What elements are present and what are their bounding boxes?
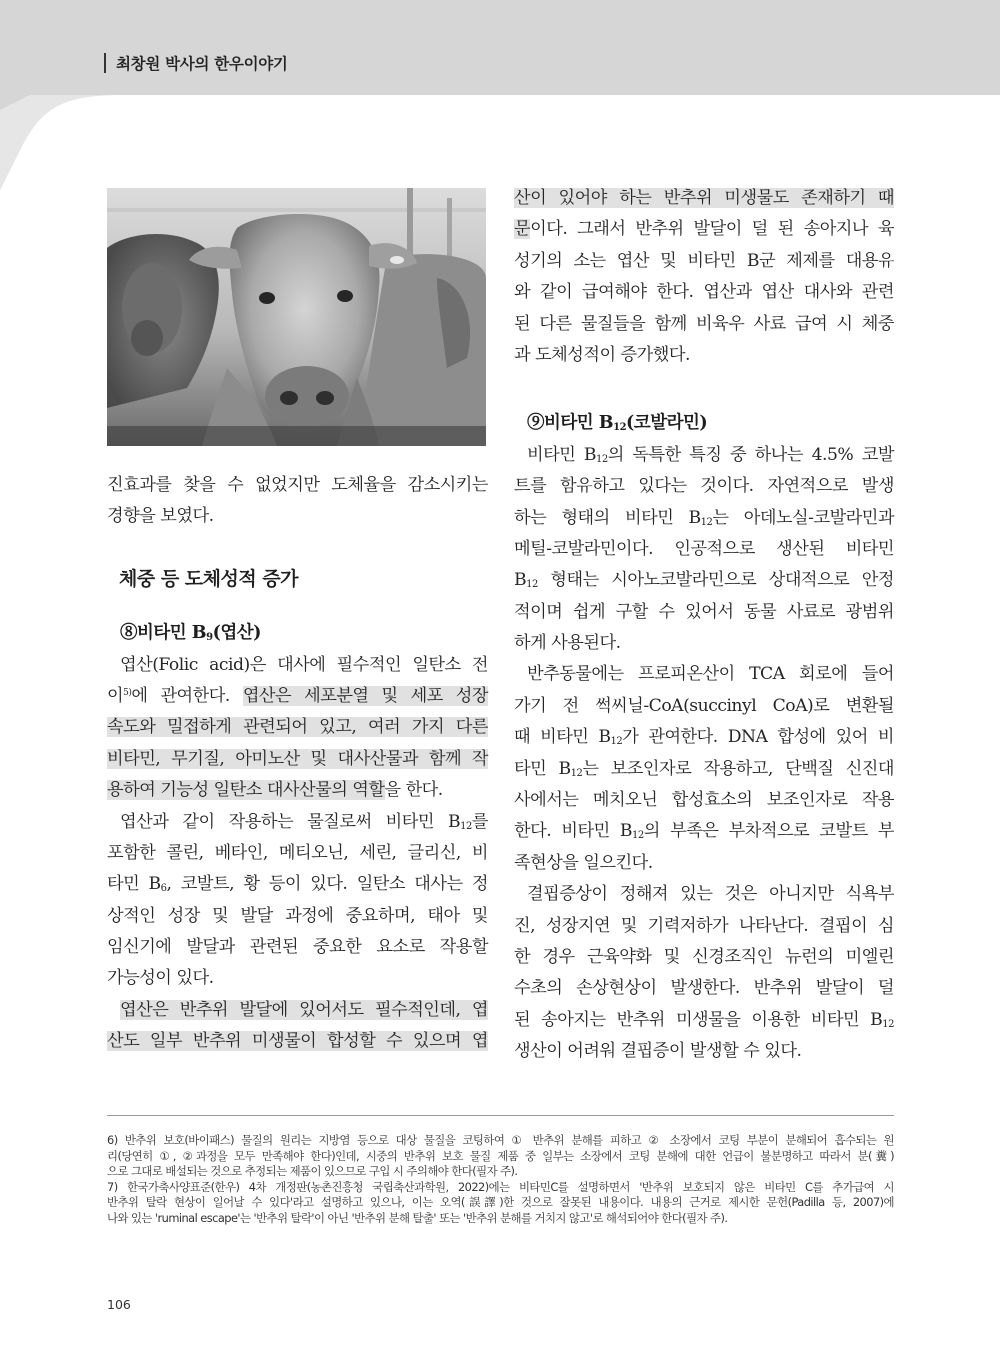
text-line: 족현상을 일으킨다.	[514, 852, 653, 873]
text-line	[107, 712, 488, 743]
text-line: 사에서는 메치오닌 합성효소의 보조인자로 작용	[514, 790, 894, 811]
footnote-line: 나와 있는 'ruminal escape'는 '반추위 탈락'이 아닌 '반추위 분해 탈출' 또는 '반추위 분해를 거치지 않고'로 해석되어야 한다(필자 주).	[107, 1210, 728, 1225]
text-line: 엽산(Folic acid)은 대사에 필수적인 일탄소 전	[120, 654, 488, 675]
footnote-line: 7) 한국가축사양표준(한우) 4차 개정판(농촌진흥청 국립축산과학원, 2022)에는 비타민C를 설명하면서 '반추위 보호되지 않은 비타민 C를 추가급여 시	[107, 1179, 894, 1194]
text-line	[107, 995, 488, 1026]
text-line: 반추동물에는 프로피온산이 TCA 회로에 들어	[527, 664, 894, 685]
spacer	[514, 371, 894, 408]
text-line: 가능성이 있다.	[107, 968, 214, 989]
footnotes	[107, 1133, 894, 1227]
text-line: 경향을 보였다.	[107, 506, 214, 527]
sub-heading-vitamin-b9: ⑧비타민 $B_9$(엽산)	[120, 623, 261, 644]
text-line: 비타민 $B_{12}$의 독특한 특징 중 하나는 4.5% 코발	[527, 444, 894, 465]
text-line: 엽산과 같이 작용하는 물질로써 비타민 $B_{12}$를	[120, 811, 488, 832]
text-line: 성기의 소는 엽산 및 비타민 B군 제제를 대용유	[514, 250, 894, 271]
text-line: 한 경우 근육약화 및 신경조직인 뉴런의 미엘린	[514, 946, 894, 967]
cattle-photo	[107, 188, 486, 446]
text-line	[514, 183, 894, 214]
text-line: $B_{12}$ 형태는 시아노코발라민으로 상대적으로 안정	[514, 570, 894, 591]
text-line: 한다. 비타민 $B_{12}$의 부족은 부차적으로 코발트 부	[514, 821, 894, 842]
header-title: 최창원 박사의 한우이야기	[116, 55, 288, 73]
highlighted-text: 용하여 기능성 일탄소 대사산물의 역할	[107, 780, 385, 801]
highlighted-text: 비타민, 무기질, 아미노산 및 대사산물과 함께 작	[107, 748, 488, 769]
page-number: 106	[107, 1297, 131, 1312]
text-line: 된 송아지는 반추위 미생물을 이용한 비타민 $B_{12}$	[514, 1009, 894, 1030]
text-line: 이$^{5)}$에 관여한다. 엽산은 세포분열 및 세포 성장	[107, 685, 488, 706]
text-line: 진효과를 찾을 수 없었지만 도체율을 감소시키는	[107, 475, 488, 495]
text-line: 문이다. 그래서 반추위 발달이 덜 된 송아지나 육	[514, 219, 894, 240]
text-line: 용하여 기능성 일탄소 대사산물의 역할을 한다.	[107, 780, 443, 801]
text-line: 상적인 성장 및 발달 과정에 중요하며, 태아 및	[107, 905, 488, 926]
text-line: 트를 함유하고 있다는 것이다. 자연적으로 발생	[514, 476, 894, 497]
text-line: 진, 성장지연 및 기력저하가 나타난다. 결핍이 심	[514, 915, 894, 936]
footnote-line: 으로 그대로 배설되는 것으로 추정되는 제품이 있으므로 구입 시 주의해야 한다(필자 주).	[107, 1164, 518, 1179]
spacer	[107, 595, 488, 618]
section-heading: 체중 등 도체성적 증가	[119, 567, 299, 590]
text-line: 된 다른 물질들을 함께 비육우 사료 급여 시 체중	[514, 313, 894, 334]
highlighted-text: 속도와 밀접하게 관련되어 있고, 여러 가지 다른	[107, 717, 488, 738]
spacer	[107, 533, 488, 564]
text-line: 생산이 어려워 결핍증이 발생할 수 있다.	[514, 1041, 802, 1062]
highlighted-text: 엽산은 세포분열 및 세포 성장	[242, 685, 488, 706]
header-divider	[104, 53, 106, 73]
highlighted-text: 산이 있어야 하는 반추위 미생물도 존재하기 때	[514, 188, 894, 208]
text-line: 수초의 손상현상이 발생한다. 반추위 발달이 덜	[514, 978, 894, 999]
highlighted-text: 산도 일부 반추위 미생물이 합성할 수 있으며 엽	[107, 1031, 488, 1052]
text-line: 때 비타민 $B_{12}$가 관여한다. DNA 합성에 있어 비	[514, 727, 894, 748]
footnote-ref: 5)	[123, 687, 132, 698]
highlighted-text: 문	[514, 219, 531, 240]
text-line: 결핍증상이 정해져 있는 것은 아니지만 식욕부	[527, 884, 894, 905]
sub-heading-vitamin-b12: ⑨비타민 $B_{12}$(코발라민)	[527, 413, 708, 434]
highlighted-text: 엽산은 반추위 발달에 있어서도 필수적인데, 엽	[120, 999, 488, 1020]
footnote-line: 반추위 탈락 현상이 일어날 수 있다'라고 설명하고 있으나, 이는 오역(誤譯)한 것으로 잘못된 내용이다. 내용의 근거로 제시한 문헌(Padilla 등, 2007)에	[107, 1195, 894, 1210]
text-line: 적이며 쉽게 구할 수 있어서 동물 사료로 광범위	[514, 601, 894, 622]
text-line: 하게 사용된다.	[514, 633, 621, 654]
text-line: 타민 $B_{12}$는 보조인자로 작용하고, 단백질 신진대	[514, 758, 894, 779]
footnote-line: 6) 반추위 보호(바이패스) 물질의 원리는 지방염 등으로 대상 물질을 코팅하여 ① 반추위 분해를 피하고 ② 소장에서 코팅 부분이 분해되어 흡수되는 원	[107, 1133, 894, 1147]
text-line: 하는 형태의 비타민 $B_{12}$는 아데노실-코발라민과	[514, 507, 894, 528]
text-line: 가기 전 썩씨닐-CoA(succinyl CoA)로 변환될	[514, 695, 894, 716]
text-line	[107, 744, 488, 775]
cattle-photo-drawing	[107, 188, 486, 446]
text-line: 메틸-코발라민이다. 인공적으로 생산된 비타민	[514, 538, 894, 559]
text-line: 와 같이 급여해야 한다. 엽산과 엽산 대사와 관련	[514, 282, 894, 303]
text-line: 임신기에 발달과 관련된 중요한 요소로 작용할	[107, 937, 488, 958]
footnote-divider	[107, 1115, 894, 1116]
text-line: 포함한 콜린, 베타인, 메티오닌, 세린, 글리신, 비	[107, 842, 488, 863]
running-header	[104, 52, 288, 74]
text-line: 과 도체성적이 증가했다.	[514, 344, 690, 365]
text-line	[107, 1026, 488, 1057]
footnote-line: 리(당연히 ①, ②과정을 모두 만족해야 한다)인데, 시중의 반추위 보호 물질 제품 중 일부는 소장에서 코팅 분해에 대한 언급이 불분명하고 따라서 분(糞)	[107, 1148, 894, 1163]
left-column	[107, 470, 488, 1058]
right-column	[514, 183, 894, 1068]
text-line: 타민 $B_6$, 코발트, 황 등이 있다. 일탄소 대사는 정	[107, 874, 488, 895]
